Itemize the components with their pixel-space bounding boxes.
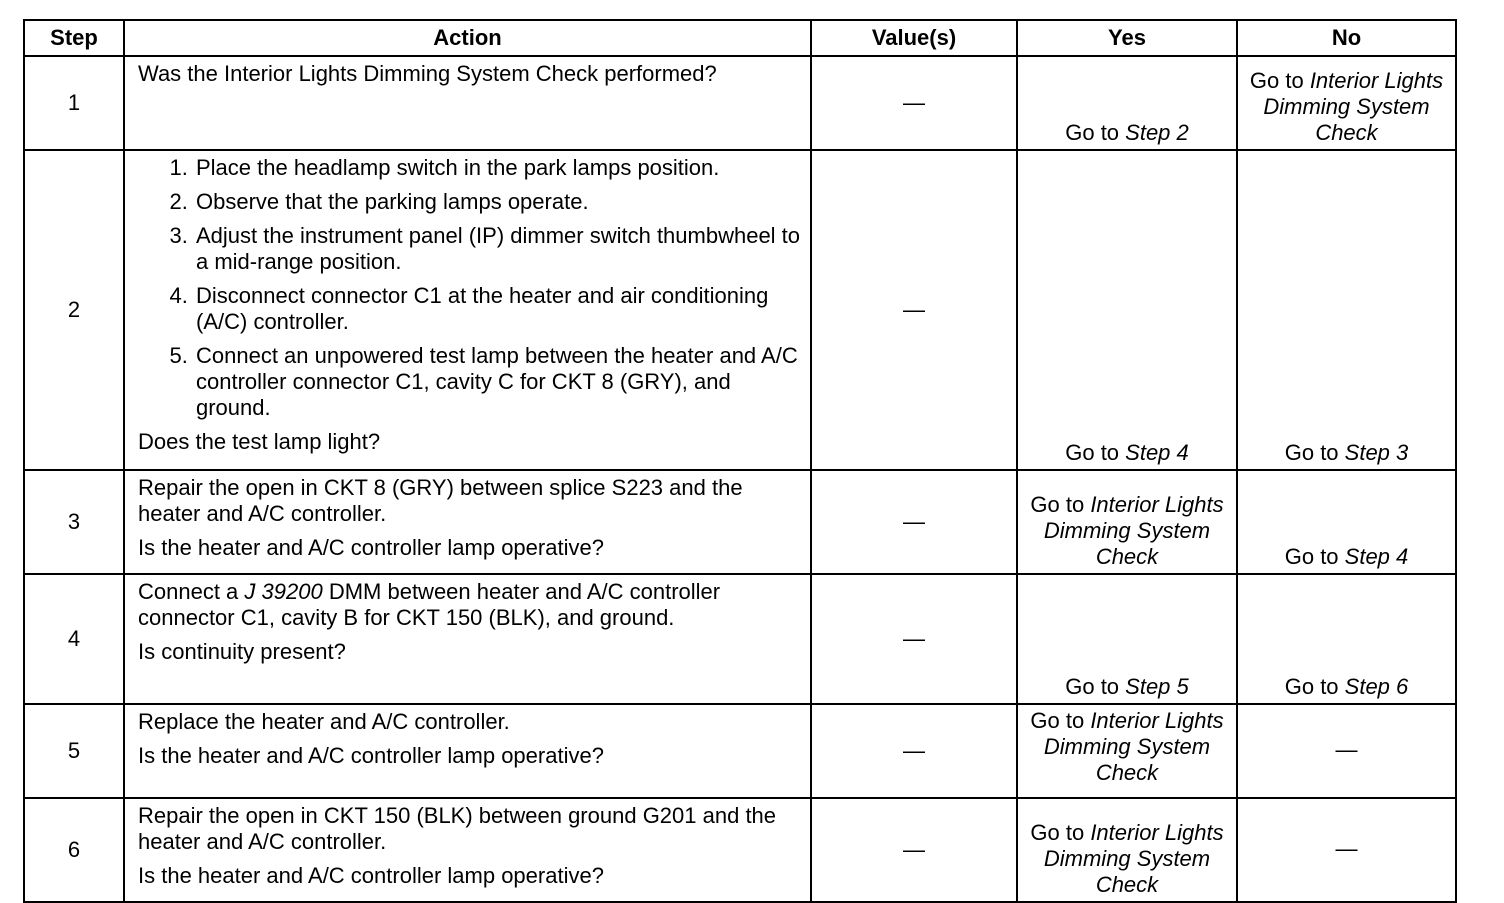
- action-text: Repair the open in CKT 150 (BLK) between ground G201 and the heater and A/C controller.: [138, 803, 777, 854]
- action-text: Was the Interior Lights Dimming System Check performed?: [138, 61, 717, 86]
- yes-link[interactable]: [1018, 440, 1236, 466]
- table-row: [24, 574, 1456, 704]
- step-number: 4: [24, 574, 124, 704]
- value-cell: —: [811, 150, 1017, 470]
- no-cell: [1237, 798, 1456, 902]
- list-item: 5. Connect an unpowered test lamp between the heater and A/C controller connector C1, cavity C for CKT 8 (GRY), and ground.: [194, 343, 802, 421]
- header-values: Value(s): [811, 20, 1017, 56]
- action-question: Is the heater and A/C controller lamp operative?: [138, 863, 604, 888]
- action-question: Is continuity present?: [138, 639, 346, 664]
- list-item: 4. Disconnect connector C1 at the heater and air conditioning (A/C) controller.: [194, 283, 802, 335]
- goto-target: Step 2: [1125, 120, 1189, 145]
- goto-target: Step 5: [1125, 674, 1189, 699]
- action-cell: [124, 704, 811, 798]
- no-value: —: [1335, 835, 1358, 861]
- goto-prefix: Go to: [1065, 674, 1126, 699]
- action-cell: [124, 574, 811, 704]
- action-cell: [124, 470, 811, 574]
- yes-cell: [1017, 56, 1237, 150]
- list-item: 2. Observe that the parking lamps operate.: [194, 189, 802, 215]
- yes-link[interactable]: [1018, 492, 1236, 570]
- yes-cell: [1017, 704, 1237, 798]
- value-cell: —: [811, 470, 1017, 574]
- value-cell: —: [811, 56, 1017, 150]
- table-row: [24, 704, 1456, 798]
- yes-cell: [1017, 798, 1237, 902]
- yes-link[interactable]: [1018, 120, 1236, 146]
- table-row: [24, 150, 1456, 470]
- action-question: Is the heater and A/C controller lamp operative?: [138, 535, 604, 560]
- table-row: [24, 56, 1456, 150]
- goto-prefix: Go to: [1284, 440, 1345, 465]
- goto-target: Step 4: [1125, 440, 1189, 465]
- no-cell: [1237, 56, 1456, 150]
- action-text-pre: Connect a: [138, 579, 245, 604]
- goto-prefix: Go to: [1030, 492, 1091, 517]
- goto-prefix: Go to: [1065, 120, 1126, 145]
- action-question: Is the heater and A/C controller lamp operative?: [138, 743, 604, 768]
- goto-prefix: Go to: [1284, 544, 1345, 569]
- header-no: No: [1237, 20, 1456, 56]
- goto-target: Interior Lights Dimming System Check: [1043, 708, 1224, 785]
- step-number: 6: [24, 798, 124, 902]
- no-cell: [1237, 574, 1456, 704]
- header-step: Step: [24, 20, 124, 56]
- no-value: —: [1335, 736, 1358, 762]
- yes-link[interactable]: [1018, 674, 1236, 700]
- goto-prefix: Go to: [1249, 68, 1310, 93]
- goto-target: Interior Lights Dimming System Check: [1043, 492, 1224, 569]
- action-question: Does the test lamp light?: [138, 429, 381, 454]
- goto-target: Interior Lights Dimming System Check: [1043, 820, 1224, 897]
- no-link[interactable]: [1238, 68, 1455, 146]
- no-cell: [1237, 150, 1456, 470]
- goto-prefix: Go to: [1030, 708, 1091, 733]
- yes-cell: [1017, 574, 1237, 704]
- action-cell: [124, 150, 811, 470]
- list-item: 3. Adjust the instrument panel (IP) dimmer switch thumbwheel to a mid-range position.: [194, 223, 802, 275]
- no-link[interactable]: [1238, 440, 1455, 466]
- yes-cell: [1017, 150, 1237, 470]
- step-number: 5: [24, 704, 124, 798]
- table-row: [24, 798, 1456, 902]
- goto-target: Step 6: [1344, 674, 1409, 699]
- no-link[interactable]: [1238, 674, 1455, 700]
- goto-target: Interior Lights Dimming System Check: [1263, 68, 1444, 145]
- tool-number: J 39200: [244, 579, 323, 604]
- goto-target: Step 4: [1344, 544, 1409, 569]
- action-text-post: DMM between heater and A/C controller connector C1, cavity B for CKT 150 (BLK), and ground.: [138, 579, 721, 630]
- goto-target: Step 3: [1344, 440, 1409, 465]
- action-cell: [124, 798, 811, 902]
- step-number: 1: [24, 56, 124, 150]
- header-yes: Yes: [1017, 20, 1237, 56]
- goto-prefix: Go to: [1030, 820, 1091, 845]
- yes-link[interactable]: [1018, 820, 1236, 898]
- value-cell: —: [811, 704, 1017, 798]
- header-row: [24, 20, 1456, 56]
- table-row: [24, 470, 1456, 574]
- action-text: [138, 579, 802, 631]
- yes-cell: [1017, 470, 1237, 574]
- action-cell: [124, 56, 811, 150]
- goto-prefix: Go to: [1065, 440, 1126, 465]
- list-item: 1. Place the headlamp switch in the park lamps position.: [194, 155, 802, 181]
- procedure-list: [138, 155, 802, 421]
- yes-link[interactable]: [1018, 708, 1236, 786]
- goto-prefix: Go to: [1284, 674, 1345, 699]
- value-cell: —: [811, 798, 1017, 902]
- header-action: Action: [124, 20, 811, 56]
- diagnostic-table: [23, 19, 1457, 903]
- step-number: 2: [24, 150, 124, 470]
- action-text: Replace the heater and A/C controller.: [138, 709, 510, 734]
- no-cell: [1237, 704, 1456, 798]
- value-cell: —: [811, 574, 1017, 704]
- action-text: Repair the open in CKT 8 (GRY) between splice S223 and the heater and A/C controller.: [138, 475, 743, 526]
- no-cell: [1237, 470, 1456, 574]
- step-number: 3: [24, 470, 124, 574]
- no-link[interactable]: [1238, 544, 1455, 570]
